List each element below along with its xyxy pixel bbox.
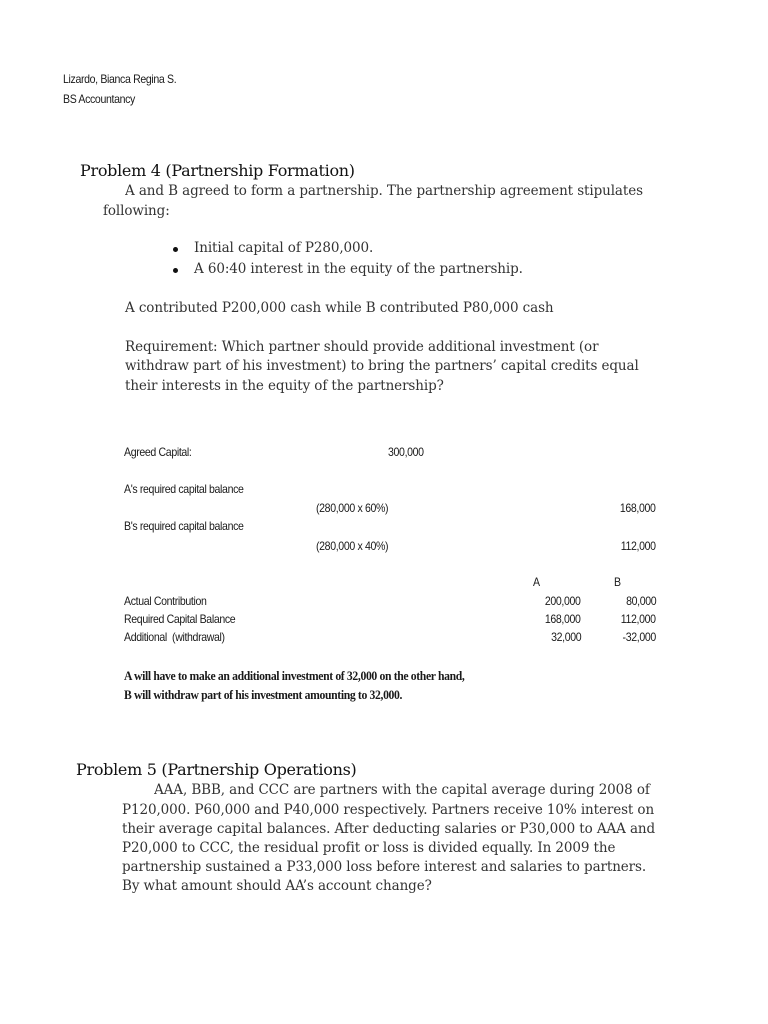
b-required-value: 112,000 xyxy=(621,539,656,553)
bullet-item: A 60:40 interest in the equity of the partnership. xyxy=(194,261,523,277)
bullet-dot xyxy=(173,268,178,273)
b-required-label: B's required capital balance xyxy=(124,519,244,533)
problem5-line: AAA, BBB, and CCC are partners with the capital average during 2008 of xyxy=(154,782,650,798)
table-cell-b: 80,000 xyxy=(625,594,656,608)
table-cell-a: 32,000 xyxy=(550,630,581,644)
bullet-item: Initial capital of P280,000. xyxy=(194,240,374,256)
author-program: BS Accountancy xyxy=(63,92,135,106)
agreed-capital-value: 300,000 xyxy=(388,445,424,459)
table-cell-b: -32,000 xyxy=(622,630,656,644)
problem5-line: P20,000 to CCC, the residual profit or loss is divided equally. In 2009 the xyxy=(122,840,616,856)
table-header-b: B xyxy=(614,575,621,589)
contribution-text: A contributed P200,000 cash while B contributed P80,000 cash xyxy=(125,300,554,316)
table-row-label: Additional (withdrawal) xyxy=(124,630,225,644)
conclusion-line1: A will have to make an additional investment of 32,000 on the other hand, xyxy=(124,668,465,683)
problem5-line: their average capital balances. After deducting salaries or P30,000 to AAA and xyxy=(122,821,656,837)
requirement-line3: their interests in the equity of the partnership? xyxy=(125,378,444,394)
problem5-line: By what amount should AA’s account change? xyxy=(122,878,432,894)
table-cell-a: 200,000 xyxy=(545,594,581,608)
conclusion-line2: B will withdraw part of his investment amounting to 32,000. xyxy=(124,687,403,702)
problem5-title: Problem 5 (Partnership Operations) xyxy=(76,760,357,779)
problem4-title: Problem 4 (Partnership Formation) xyxy=(80,161,355,180)
agreed-capital-label: Agreed Capital: xyxy=(124,445,192,459)
author-name: Lizardo, Bianca Regina S. xyxy=(63,72,177,86)
a-required-value: 168,000 xyxy=(620,501,656,515)
problem4-intro-line1: A and B agreed to form a partnership. The partnership agreement stipulates xyxy=(125,183,643,199)
requirement-line1: Requirement: Which partner should provide additional investment (or xyxy=(125,339,599,355)
a-required-formula: (280,000 x 60%) xyxy=(316,501,389,515)
b-required-formula: (280,000 x 40%) xyxy=(316,539,389,553)
problem4-intro-line2: following: xyxy=(103,203,170,219)
table-cell-a: 168,000 xyxy=(545,612,581,626)
table-row-label: Actual Contribution xyxy=(124,594,207,608)
bullet-dot xyxy=(173,247,178,252)
a-required-label: A's required capital balance xyxy=(124,482,244,496)
problem5-line: P120,000. P60,000 and P40,000 respectively. Partners receive 10% interest on xyxy=(122,802,655,818)
table-header-a: A xyxy=(533,575,540,589)
problem5-line: partnership sustained a P33,000 loss before interest and salaries to partners. xyxy=(122,859,647,875)
requirement-line2: withdraw part of his investment) to bring the partners’ capital credits equal xyxy=(125,358,639,374)
table-cell-b: 112,000 xyxy=(621,612,656,626)
table-row-label: Required Capital Balance xyxy=(124,612,236,626)
